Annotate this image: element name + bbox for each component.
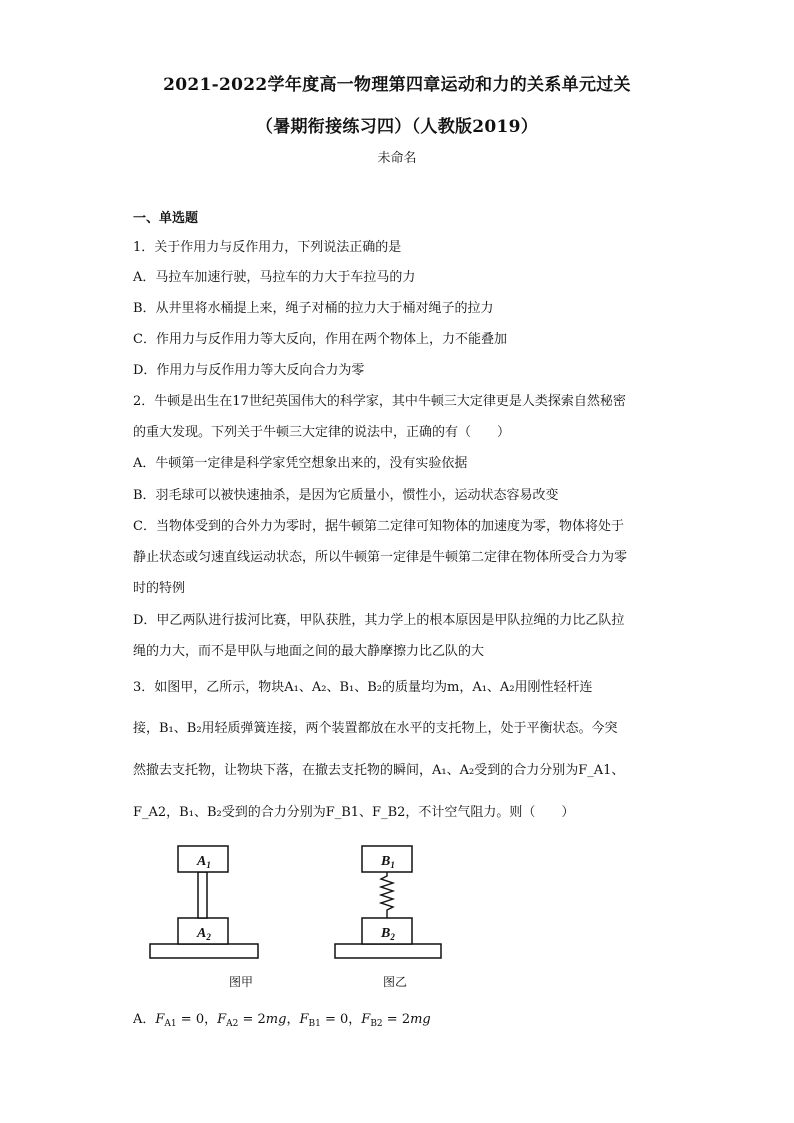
fig-b-spring xyxy=(381,872,393,918)
q2-option-c-line3: 时的特例 xyxy=(133,581,186,596)
f-mass: mg xyxy=(410,1012,431,1027)
q3-option-a xyxy=(133,1008,431,1029)
q3-stem-line1: 3．如图甲，乙所示，物块A₁、A₂、B₁、B₂的质量均为m，A₁、A₂用刚性轻杆连 xyxy=(133,680,593,695)
f-sym: F xyxy=(217,1012,227,1027)
q2-option-b: B．羽毛球可以被快速抽杀，是因为它质量小，惯性小，运动状态容易改变 xyxy=(133,488,559,503)
q1-option-c: C．作用力与反作用力等大反向，作用在两个物体上，力不能叠加 xyxy=(133,332,507,347)
fig-caption-left: 图甲 xyxy=(229,975,254,989)
f-text: = 2 xyxy=(382,1012,411,1027)
q1-option-d: D．作用力与反作用力等大反向合力为零 xyxy=(133,363,365,378)
q3-stem-line2: 接，B₁、B₂用轻质弹簧连接，两个装置都放在水平的支托物上，处于平衡状态。今突 xyxy=(133,721,618,736)
f-mass: mg xyxy=(265,1012,287,1027)
q1-option-b: B．从井里将水桶提上来，绳子对桶的拉力大于桶对绳子的拉力 xyxy=(133,301,494,316)
fig-label-a1: $A_1$ xyxy=(197,854,211,870)
doc-subtitle: 未命名 xyxy=(377,151,417,166)
q1-option-a: A．马拉车加速行驶，马拉车的力大于车拉马的力 xyxy=(133,270,416,285)
f-text: ， xyxy=(286,1012,300,1027)
q3-stem-line3: 然撤去支托物，让物块下落，在撤去支托物的瞬间，A₁、A₂受到的合力分别为F_A1、 xyxy=(133,763,625,778)
q2-option-c-line1: C．当物体受到的合外力为零时，据牛顿第二定律可知物体的加速度为零，物体将处于 xyxy=(133,519,624,534)
q3-option-a-prefix: A． xyxy=(133,1012,156,1027)
f-text: = 2 xyxy=(238,1012,266,1027)
f-sym: F xyxy=(155,1012,165,1027)
q2-stem-line1: 2．牛顿是出生在17世纪英国伟大的科学家，其中牛顿三大定律更是人类探索自然秘密 xyxy=(133,394,626,409)
q3-stem-line4: F_A2，B₁、B₂受到的合力分别为F_B1、F_B2，不计空气阻力。则（ ） xyxy=(133,805,575,820)
f-sub: A2 xyxy=(226,1019,239,1029)
doc-title-line1: 2021-2022学年度高一物理第四章运动和力的关系单元过关 xyxy=(163,75,631,95)
f-sub: B2 xyxy=(370,1019,383,1029)
q2-option-a: A．牛顿第一定律是科学家凭空想象出来的，没有实验依据 xyxy=(133,456,468,471)
f-sub: B1 xyxy=(308,1019,321,1029)
fig-a-support xyxy=(150,944,258,958)
fig-label-a2: $A_2$ xyxy=(197,926,211,942)
q2-option-d-line1: D．甲乙两队进行拔河比赛，甲队获胜，其力学上的根本原因是甲队拉绳的力比乙队拉 xyxy=(133,613,625,628)
fig-label-b1: $B_1$ xyxy=(381,854,395,870)
q2-option-c-line2: 静止状态或匀速直线运动状态，所以牛顿第一定律是牛顿第二定律在物体所受合力为零 xyxy=(133,550,628,565)
f-sym: F xyxy=(299,1012,309,1027)
section-heading: 一、单选题 xyxy=(133,211,199,226)
f-sub: A1 xyxy=(164,1019,177,1029)
fig-a-rod xyxy=(198,872,207,918)
fig-b-support xyxy=(335,944,441,958)
q1-stem: 1．关于作用力与反作用力，下列说法正确的是 xyxy=(133,240,402,255)
f-text: = 0， xyxy=(320,1012,362,1027)
q2-option-d-line2: 绳的力大，而不是甲队与地面之间的最大静摩擦力比乙队的大 xyxy=(133,644,485,659)
q3-figure xyxy=(145,838,455,968)
q2-stem-line2: 的重大发现。下列关于牛顿三大定律的说法中，正确的有（ ） xyxy=(133,425,511,440)
f-sym: F xyxy=(361,1012,371,1027)
doc-title-line2: （暑期衔接练习四）（人教版2019） xyxy=(255,117,539,137)
f-text: = 0， xyxy=(176,1012,218,1027)
fig-label-b2: $B_2$ xyxy=(381,926,395,942)
fig-caption-right: 图乙 xyxy=(383,975,408,989)
